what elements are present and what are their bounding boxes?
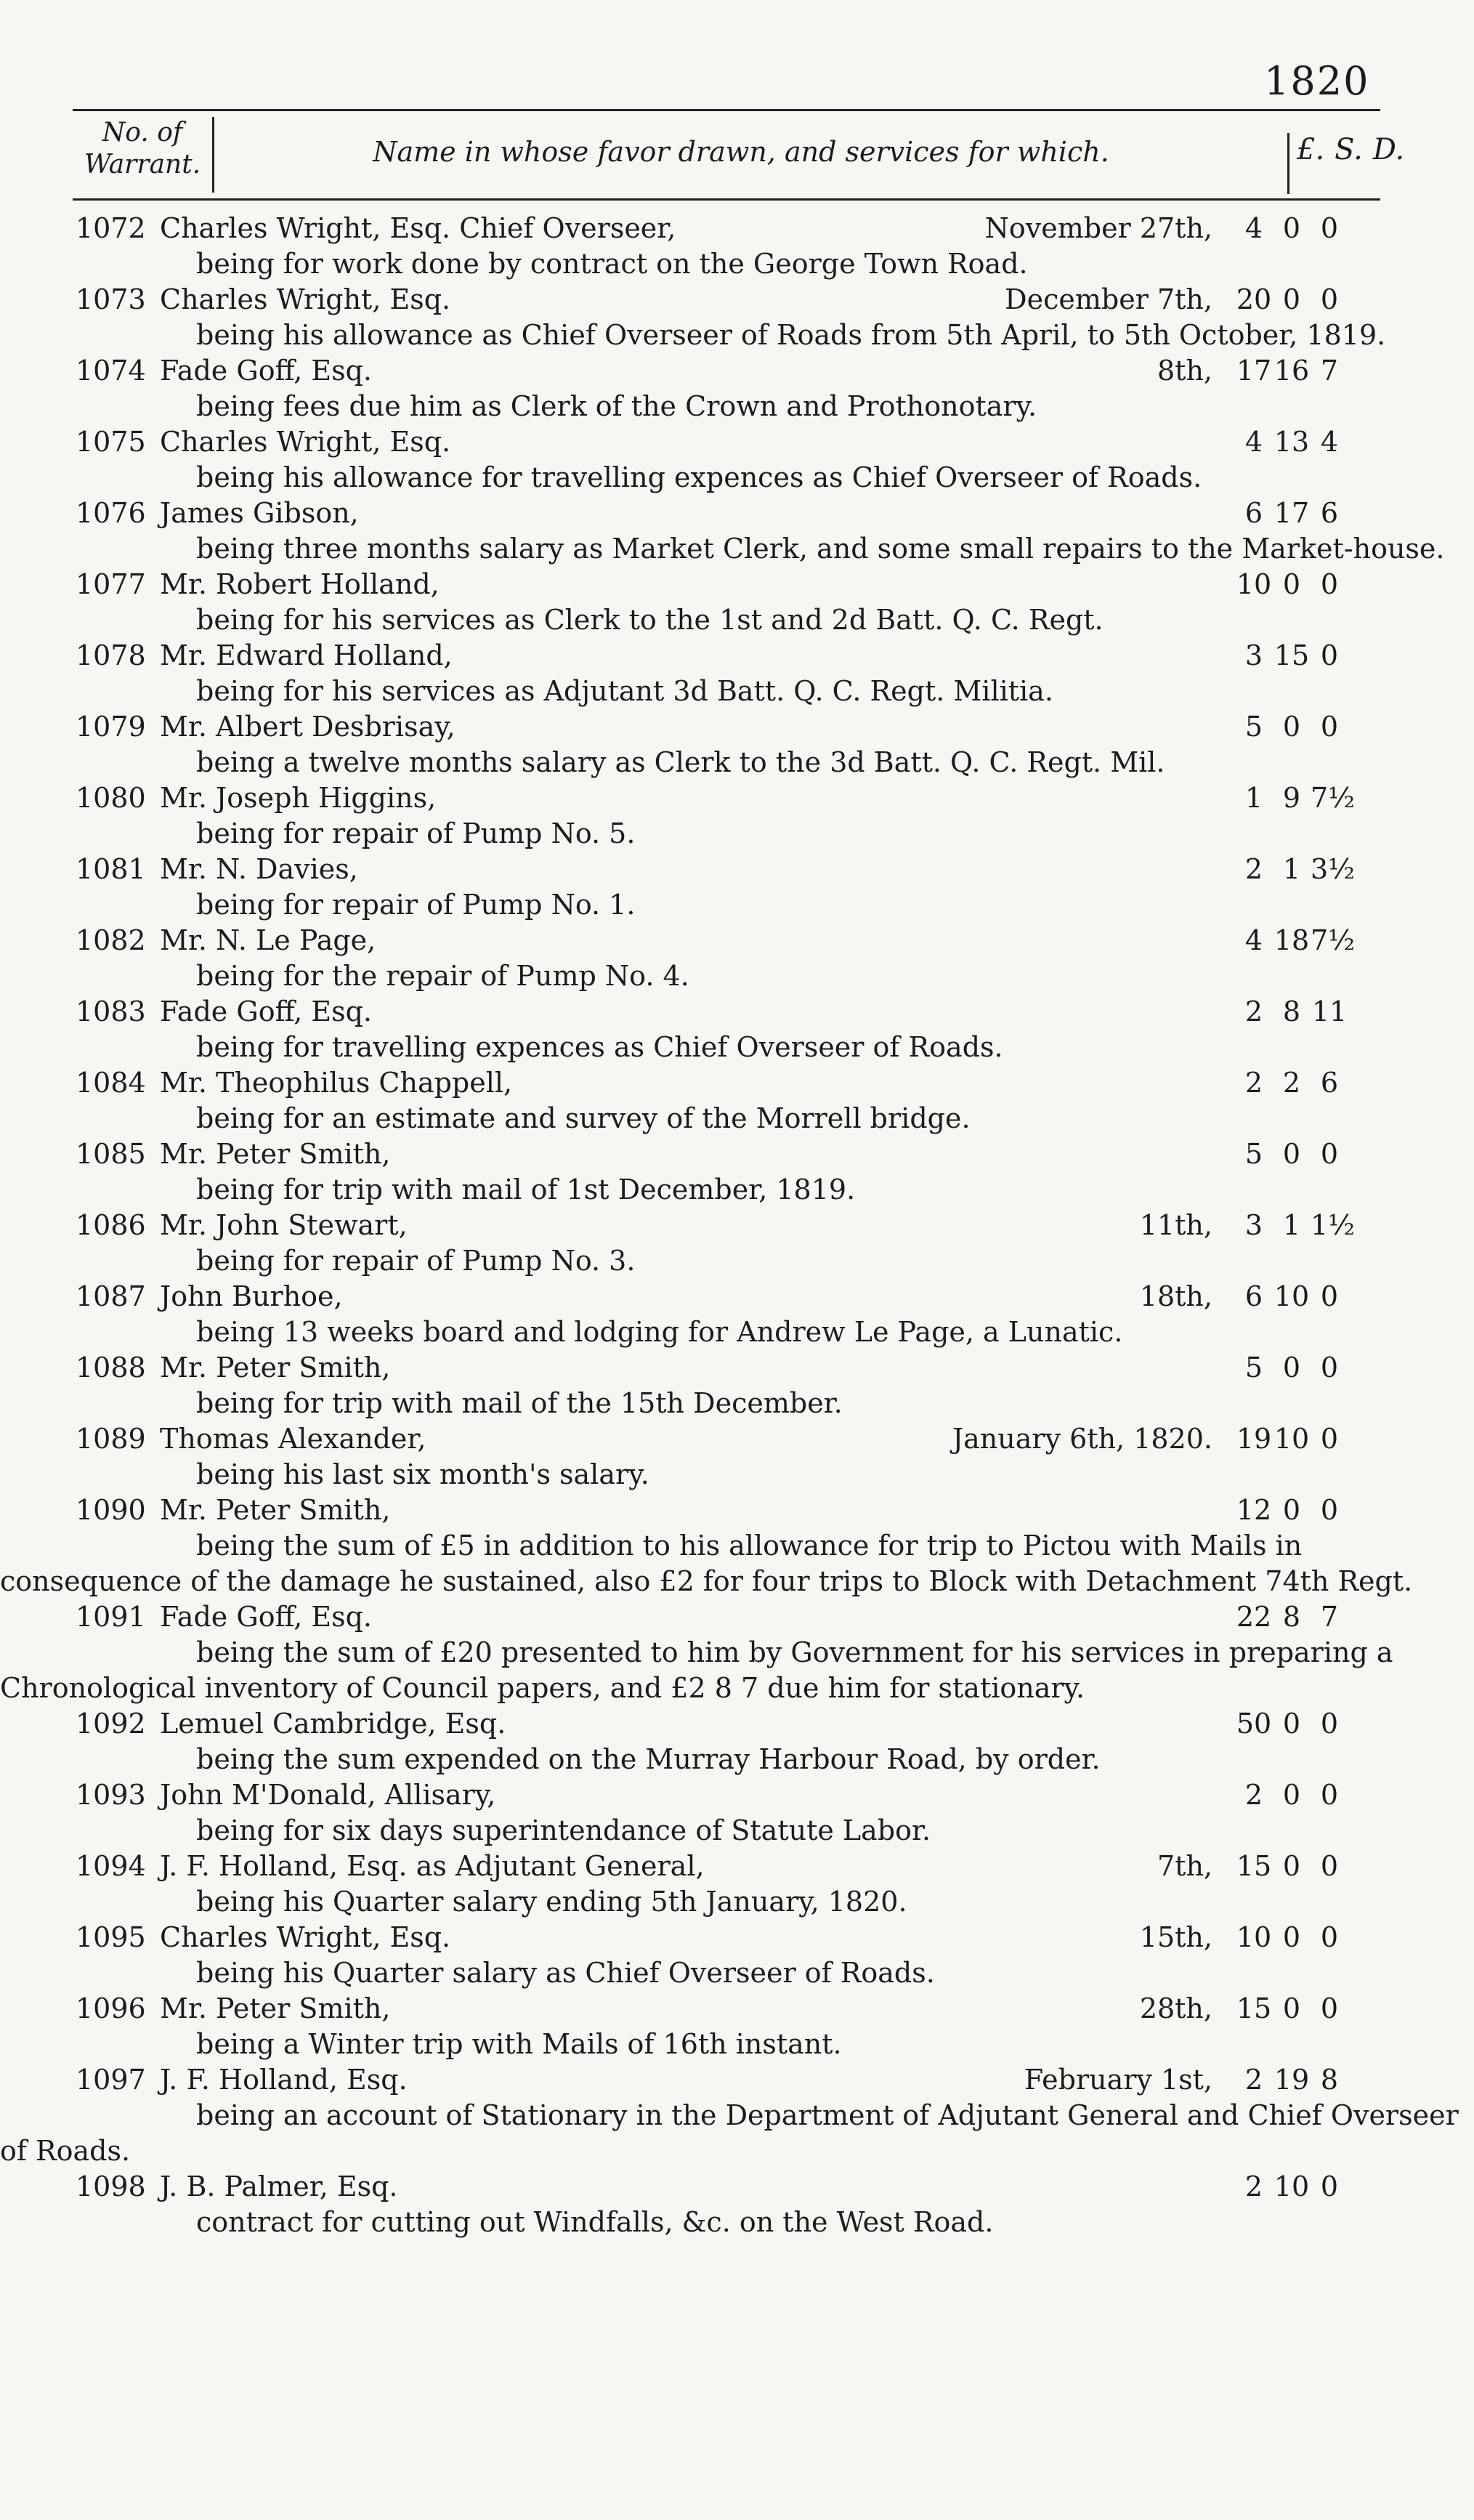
warrant-date: 15th, (1139, 1921, 1212, 1953)
warrant-date: 8th, (1157, 355, 1212, 387)
payee-name: Charles Wright, Esq. Chief Overseer, (160, 212, 676, 244)
payee-name: Mr. N. Le Page, (160, 924, 376, 956)
service-description: being his Quarter salary ending 5th January, 1820. (196, 1886, 907, 1918)
warrant-entry-header-line (0, 1208, 1474, 1243)
warrant-amount (1235, 496, 1409, 531)
warrant-entry (0, 496, 1474, 567)
amount-pounds: 12 (1236, 1494, 1272, 1526)
warrant-number: 1097 (76, 2064, 146, 2096)
warrant-amount (1235, 567, 1409, 602)
payee-name: Mr. Peter Smith, (160, 1992, 391, 2024)
warrant-entry-header-line (0, 1777, 1474, 1813)
amount-pounds: 1 (1244, 782, 1263, 814)
amount-pence: 0 (1320, 1992, 1339, 2024)
warrant-entry (0, 1920, 1474, 1991)
amount-pence: 6 (1320, 497, 1339, 529)
amount-pounds: 5 (1244, 1138, 1263, 1170)
amount-pounds: 15 (1236, 1992, 1272, 2024)
warrant-number: 1095 (76, 1921, 146, 1953)
amount-pence: 0 (1320, 639, 1339, 671)
amount-pence: 0 (1320, 1352, 1339, 1384)
warrant-entry-header-line (0, 1599, 1474, 1635)
service-description: being the sum expended on the Murray Harbour Road, by order. (196, 1743, 1101, 1775)
warrant-entry-header-line (0, 780, 1474, 816)
warrant-entry-header-line (0, 1920, 1474, 1955)
service-description: being for repair of Pump No. 3. (196, 1245, 636, 1277)
warrant-number: 1075 (76, 426, 146, 458)
amount-pence: 4 (1320, 426, 1339, 458)
warrant-date: 18th, (1139, 1280, 1212, 1312)
warrant-entry-header-line (0, 1849, 1474, 1884)
warrant-amount (1235, 638, 1409, 674)
amount-shillings: 10 (1273, 1280, 1310, 1312)
warrant-number: 1081 (76, 853, 146, 885)
amount-pounds: 3 (1244, 1209, 1263, 1241)
amount-shillings: 1 (1282, 853, 1301, 885)
amount-shillings: 0 (1282, 711, 1301, 743)
warrant-entry-header-line (0, 496, 1474, 531)
amount-shillings: 0 (1282, 1352, 1301, 1384)
amount-pounds: 15 (1236, 1850, 1272, 1882)
payee-name: Mr. Robert Holland, (160, 568, 440, 600)
warrant-number: 1083 (76, 996, 146, 1027)
warrant-number: 1072 (76, 212, 146, 244)
warrant-amount (1235, 211, 1409, 246)
warrant-entry-header-line (0, 2169, 1474, 2205)
warrant-number: 1098 (76, 2170, 146, 2202)
warrant-number: 1078 (76, 639, 146, 671)
warrant-entry-header-line (0, 638, 1474, 674)
amount-shillings: 10 (1273, 1423, 1310, 1455)
payee-name: John Burhoe, (160, 1280, 343, 1312)
warrant-amount (1235, 1493, 1409, 1528)
warrant-number: 1077 (76, 568, 146, 600)
warrant-entry (0, 852, 1474, 923)
amount-pence: 7½ (1311, 924, 1356, 956)
shillings-header: S. (1335, 133, 1363, 166)
warrant-amount (1235, 923, 1409, 958)
warrant-number: 1092 (76, 1708, 146, 1740)
service-description: being for repair of Pump No. 5. (196, 817, 636, 849)
amount-shillings: 0 (1282, 283, 1301, 315)
payee-name: Mr. Peter Smith, (160, 1352, 391, 1384)
payee-name: J. F. Holland, Esq. (160, 2064, 408, 2096)
service-description: being for trip with mail of the 15th December. (196, 1387, 843, 1419)
service-description: being for the repair of Pump No. 4. (196, 960, 689, 992)
warrant-amount (1235, 1136, 1409, 1172)
warrant-amount (1235, 994, 1409, 1030)
warrant-number: 1088 (76, 1352, 146, 1384)
pounds-header: £. (1297, 133, 1325, 166)
warrant-entry-header-line (0, 923, 1474, 958)
warrant-amount (1235, 1421, 1409, 1457)
payee-name: Fade Goff, Esq. (160, 355, 373, 387)
amount-shillings: 16 (1273, 355, 1310, 387)
amount-pounds: 2 (1244, 996, 1263, 1027)
service-description: being for his services as Adjutant 3d Batt. Q. C. Regt. Militia. (196, 675, 1053, 707)
amount-pence: 6 (1320, 1067, 1339, 1099)
amount-shillings: 0 (1282, 212, 1301, 244)
amount-pence: 0 (1320, 1779, 1339, 1811)
amount-pounds: 2 (1244, 853, 1263, 885)
warrant-entry (0, 424, 1474, 496)
warrant-date: 28th, (1139, 1992, 1212, 2024)
warrant-amount (1235, 1920, 1409, 1955)
payee-name: Mr. Peter Smith, (160, 1494, 391, 1526)
page-year: 1820 (1264, 58, 1370, 104)
warrant-number: 1089 (76, 1423, 146, 1455)
amount-shillings: 0 (1282, 568, 1301, 600)
warrant-entry (0, 780, 1474, 852)
warrant-entry (0, 567, 1474, 638)
warrant-amount (1235, 1599, 1409, 1635)
service-description: being a twelve months salary as Clerk to the 3d Batt. Q. C. Regt. Mil. (196, 746, 1165, 778)
warrant-entry (0, 1706, 1474, 1777)
amount-shillings: 18 (1273, 924, 1310, 956)
ledger-header (73, 109, 1405, 201)
payee-name: Mr. Joseph Higgins, (160, 782, 437, 814)
amount-shillings: 13 (1273, 426, 1310, 458)
service-description: contract for cutting out Windfalls, &c. on the West Road. (196, 2206, 994, 2238)
warrant-number: 1096 (76, 1992, 146, 2024)
warrant-entry (0, 211, 1474, 282)
amount-pence: 11 (1311, 996, 1348, 1027)
service-description: being for trip with mail of 1st December, 1819. (196, 1174, 856, 1206)
amount-shillings: 0 (1282, 1992, 1301, 2024)
warrant-entry (0, 2169, 1474, 2240)
amount-pounds: 50 (1236, 1708, 1272, 1740)
warrant-date: November 27th, (984, 212, 1212, 244)
payee-name: Mr. Edward Holland, (160, 639, 453, 671)
warrant-entry-header-line (0, 1421, 1474, 1457)
service-description: being for work done by contract on the George Town Road. (196, 248, 1028, 280)
amount-pence: 0 (1320, 711, 1339, 743)
amount-pounds: 2 (1244, 1779, 1263, 1811)
payee-name: Mr. Peter Smith, (160, 1138, 391, 1170)
warrant-amount (1235, 1350, 1409, 1386)
amount-pounds: 3 (1244, 639, 1263, 671)
warrant-number: 1084 (76, 1067, 146, 1099)
amount-pence: 0 (1320, 283, 1339, 315)
service-description: being his Quarter salary as Chief Overseer of Roads. (196, 1957, 935, 1989)
warrant-number: 1076 (76, 497, 146, 529)
warrant-entry-header-line (0, 1493, 1474, 1528)
warrant-entry (0, 282, 1474, 353)
warrant-number: 1074 (76, 355, 146, 387)
amount-shillings: 8 (1282, 1601, 1301, 1633)
payee-name: Mr. Albert Desbrisay, (160, 711, 455, 743)
warrant-number: 1082 (76, 924, 146, 956)
warrant-number: 1093 (76, 1779, 146, 1811)
warrant-entry-header-line (0, 852, 1474, 887)
amount-pounds: 4 (1244, 426, 1263, 458)
warrant-entry (0, 2062, 1474, 2169)
amount-pence: 0 (1320, 1708, 1339, 1740)
warrant-amount (1235, 1991, 1409, 2027)
warrant-entry (0, 1849, 1474, 1920)
amount-shillings: 2 (1282, 1067, 1301, 1099)
warrant-amount (1235, 709, 1409, 745)
warrant-date: December 7th, (1005, 283, 1212, 315)
warrant-entry-header-line (0, 424, 1474, 460)
warrant-number: 1091 (76, 1601, 146, 1633)
service-description: being for travelling expences as Chief Overseer of Roads. (196, 1031, 1003, 1063)
warrant-amount (1235, 424, 1409, 460)
warrant-amount (1235, 1849, 1409, 1884)
service-description: being his allowance for travelling expences as Chief Overseer of Roads. (196, 461, 1202, 493)
warrant-entry (0, 1599, 1474, 1706)
service-description: being 13 weeks board and lodging for Andrew Le Page, a Lunatic. (196, 1316, 1123, 1348)
warrant-entry-header-line (0, 1991, 1474, 2027)
amount-shillings: 15 (1273, 639, 1310, 671)
service-description: being fees due him as Clerk of the Crown and Prothonotary. (196, 390, 1037, 422)
amount-shillings: 0 (1282, 1494, 1301, 1526)
warrant-entry (0, 1065, 1474, 1136)
payee-name: John M'Donald, Allisary, (160, 1779, 496, 1811)
warrant-amount (1235, 1279, 1409, 1314)
amount-pence: 0 (1320, 1423, 1339, 1455)
warrant-entry (0, 1991, 1474, 2062)
warrant-list (0, 211, 1474, 2240)
payee-name: Thomas Alexander, (160, 1423, 426, 1455)
payee-name: Charles Wright, Esq. (160, 426, 451, 458)
amount-shillings: 1 (1282, 1209, 1301, 1241)
warrant-amount (1235, 353, 1409, 389)
warrant-date: 7th, (1157, 1850, 1212, 1882)
amount-pounds: 4 (1244, 212, 1263, 244)
service-description: being a Winter trip with Mails of 16th instant. (196, 2028, 842, 2060)
warrant-entry (0, 994, 1474, 1065)
amount-pounds: 6 (1244, 497, 1263, 529)
amount-pounds: 2 (1244, 2170, 1263, 2202)
payee-name: Charles Wright, Esq. (160, 1921, 451, 1953)
amount-pence: 0 (1320, 212, 1339, 244)
service-description: being three months salary as Market Clerk, and some small repairs to the Market-house. (196, 533, 1445, 565)
warrant-amount (1235, 852, 1409, 887)
amount-pounds: 20 (1236, 283, 1272, 315)
amount-pence: 0 (1320, 1494, 1339, 1526)
warrant-number: 1080 (76, 782, 146, 814)
amount-shillings: 0 (1282, 1850, 1301, 1882)
amount-shillings: 9 (1282, 782, 1301, 814)
payee-name: Mr. John Stewart, (160, 1209, 408, 1241)
payee-name: Mr. Theophilus Chappell, (160, 1067, 513, 1099)
amount-shillings: 19 (1273, 2064, 1310, 2096)
warrant-entry-header-line (0, 1279, 1474, 1314)
amount-pence: 7 (1320, 1601, 1339, 1633)
amount-pounds: 10 (1236, 568, 1272, 600)
service-description: being his allowance as Chief Overseer of Roads from 5th April, to 5th October, 1819. (196, 319, 1386, 351)
warrant-date: January 6th, 1820. (952, 1423, 1212, 1455)
warrant-entry-header-line (0, 1065, 1474, 1101)
service-description: being for six days superintendance of Statute Labor. (196, 1814, 931, 1846)
warrant-entry (0, 923, 1474, 994)
warrant-number: 1094 (76, 1850, 146, 1882)
amount-shillings: 10 (1273, 2170, 1310, 2202)
amount-pence: 7 (1320, 355, 1339, 387)
warrant-entry (0, 1279, 1474, 1350)
warrant-number-column-header: No. of Warrant. (73, 117, 214, 193)
amount-pence: 0 (1320, 1850, 1339, 1882)
warrant-amount (1235, 2169, 1409, 2205)
amount-shillings: 0 (1282, 1921, 1301, 1953)
amount-shillings: 0 (1282, 1708, 1301, 1740)
warrant-amount (1235, 1208, 1409, 1243)
warrant-entry-header-line (0, 2062, 1474, 2098)
amount-pence: 0 (1320, 568, 1339, 600)
payee-name: James Gibson, (160, 497, 359, 529)
warrant-amount (1235, 2062, 1409, 2098)
warrant-date: February 1st, (1024, 2064, 1212, 2096)
payee-name: J. B. Palmer, Esq. (160, 2170, 398, 2202)
warrant-entry (0, 1421, 1474, 1493)
warrant-entry (0, 1493, 1474, 1599)
service-description: being the sum of £20 presented to him by Government for his services in preparing a Chronological inventory of Council papers, and £2 8 7 due him for stationary. (0, 1636, 1393, 1704)
service-description: being the sum of £5 in addition to his allowance for trip to Pictou with Mails in consequence of the damage he sustained, also £2 for four trips to Block with Detachment 74th Regt. (0, 1530, 1413, 1597)
warrant-entry-header-line (0, 282, 1474, 318)
amount-pence: 1½ (1311, 1209, 1356, 1241)
amount-pence: 0 (1320, 2170, 1339, 2202)
warrant-entry (0, 638, 1474, 709)
service-description: being his last six month's salary. (196, 1458, 649, 1490)
pence-header: D. (1372, 133, 1405, 166)
warrant-entry-header-line (0, 567, 1474, 602)
amount-pence: 7½ (1311, 782, 1356, 814)
amount-pence: 0 (1320, 1138, 1339, 1170)
warrant-entry (0, 1208, 1474, 1279)
warrant-entry-header-line (0, 1706, 1474, 1742)
payee-name: Mr. N. Davies, (160, 853, 358, 885)
amount-pounds: 4 (1244, 924, 1263, 956)
amount-column-header (1287, 133, 1405, 194)
warrant-entry-header-line (0, 1136, 1474, 1172)
amount-pounds: 19 (1236, 1423, 1272, 1455)
warrant-entry-header-line (0, 211, 1474, 246)
warrant-entry (0, 1350, 1474, 1421)
warrant-amount (1235, 282, 1409, 318)
amount-pence: 0 (1320, 1921, 1339, 1953)
amount-pounds: 22 (1236, 1601, 1272, 1633)
warrant-entry-header-line (0, 1350, 1474, 1386)
warrant-entry-header-line (0, 709, 1474, 745)
warrant-amount (1235, 1065, 1409, 1101)
warrant-number: 1085 (76, 1138, 146, 1170)
payee-name: J. F. Holland, Esq. as Adjutant General, (160, 1850, 705, 1882)
amount-shillings: 8 (1282, 996, 1301, 1027)
amount-pence: 3½ (1311, 853, 1356, 885)
warrant-number: 1086 (76, 1209, 146, 1241)
service-description: being for his services as Clerk to the 1st and 2d Batt. Q. C. Regt. (196, 604, 1104, 636)
amount-pounds: 5 (1244, 711, 1263, 743)
amount-pounds: 10 (1236, 1921, 1272, 1953)
warrant-amount (1235, 1706, 1409, 1742)
amount-pounds: 2 (1244, 1067, 1263, 1099)
payee-name: Charles Wright, Esq. (160, 283, 451, 315)
name-column-header: Name in whose favor drawn, and services for which. (373, 136, 1109, 168)
amount-shillings: 0 (1282, 1779, 1301, 1811)
service-description: being for an estimate and survey of the Morrell bridge. (196, 1102, 971, 1134)
payee-name: Fade Goff, Esq. (160, 1601, 373, 1633)
amount-pounds: 2 (1244, 2064, 1263, 2096)
warrant-entry (0, 1777, 1474, 1849)
amount-pounds: 5 (1244, 1352, 1263, 1384)
amount-shillings: 0 (1282, 1138, 1301, 1170)
warrant-number: 1073 (76, 283, 146, 315)
warrant-number: 1087 (76, 1280, 146, 1312)
warrant-amount (1235, 1777, 1409, 1813)
service-description: being for repair of Pump No. 1. (196, 889, 636, 921)
warrant-number: 1090 (76, 1494, 146, 1526)
payee-name: Fade Goff, Esq. (160, 996, 373, 1027)
warrant-number: 1079 (76, 711, 146, 743)
payee-name: Lemuel Cambridge, Esq. (160, 1708, 506, 1740)
amount-pounds: 17 (1236, 355, 1272, 387)
warrant-entry-header-line (0, 353, 1474, 389)
amount-pence: 0 (1320, 1280, 1339, 1312)
service-description: being an account of Stationary in the Department of Adjutant General and Chief Overseer of Roads. (0, 2099, 1459, 2167)
warrant-entry (0, 709, 1474, 780)
warrant-entry-header-line (0, 994, 1474, 1030)
amount-pounds: 6 (1244, 1280, 1263, 1312)
warrant-amount (1235, 780, 1409, 816)
warrant-date: 11th, (1139, 1209, 1212, 1241)
amount-shillings: 17 (1273, 497, 1310, 529)
amount-pence: 8 (1320, 2064, 1339, 2096)
warrant-entry (0, 1136, 1474, 1208)
warrant-entry (0, 353, 1474, 424)
